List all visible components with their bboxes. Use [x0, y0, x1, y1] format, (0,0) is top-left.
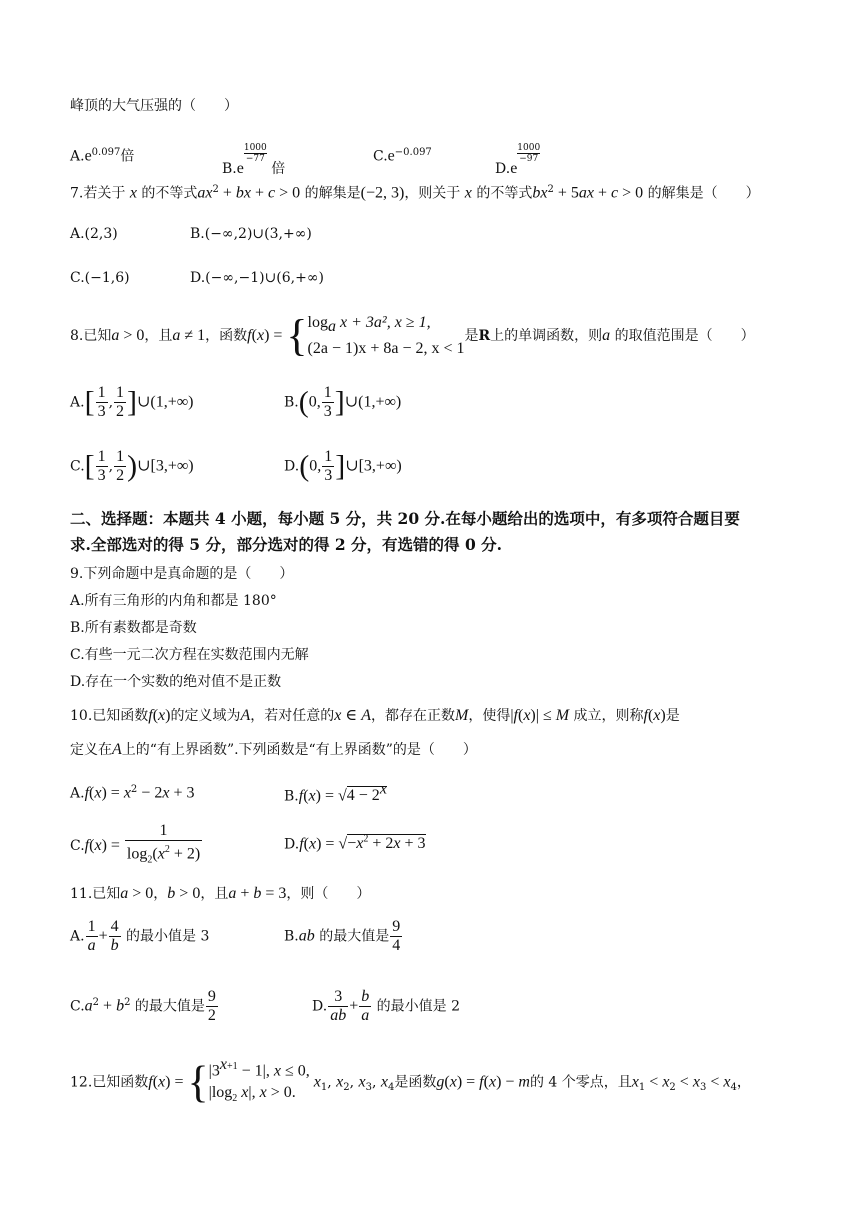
q10-option-d: $D.f(x) = √-x^2 + 2x + 3$	[284, 834, 426, 853]
q8-piecewise: $\log_a x + 3a^2$, x ≥ 1, (2a − 1)x + 8a − 2, x < 1	[307, 314, 465, 358]
q9-option-d: D.存在一个实数的绝对值不是正数	[70, 674, 282, 690]
q6-option-d: D.e $\frac{1000}{-97}$	[495, 143, 541, 177]
section-2-heading-line-2: 求.全部选对的得 5 分，部分选对的得 2 分，有选错的得 0 分.	[70, 535, 503, 554]
q11-option-c: $C.a^2 + b^2$ 的最大值是 $\frac{9}{2}$	[70, 988, 216, 1024]
q8-option-a: A.[ $\frac{1}{3}$ , $\frac{1}{2}$ ]∪(1,+∞)	[70, 384, 194, 420]
q11-option-b: B.ab 的最大值是 $\frac{9}{4}$	[284, 918, 401, 954]
q6-option-c: $C.e^{-0.097}$	[373, 147, 432, 165]
q8-option-c: C.[ $\frac{1}{3}$ , $\frac{1}{2}$ )∪[3,+∞)	[70, 448, 194, 484]
question-10-stem-line-2: 定义在A上的“有上界函数”.下列函数是“有上界函数”的是（ ）	[70, 741, 477, 758]
q10-option-a: $A.f(x) = x^2 - 2x + 3$	[70, 784, 195, 802]
question-8-stem: 8.已知a > 0，且a ≠ 1，函数f(x) = { $\log_a x + 3a^2$, x ≥ 1, (2a − 1)x + 8a − 2, x < 1 是R上的单调函数，则a 的取值范围是（ ）	[70, 311, 755, 361]
q8-option-d: D.(0, $\frac{1}{3}$ ]∪[3,+∞)	[284, 448, 402, 484]
q10-option-c: C.f(x) = $\frac{1}{\log_2(x^2 + 2)}$	[70, 822, 201, 866]
q6-option-a: $A.e^{0.097}$倍	[70, 147, 135, 165]
q7-option-b: B.(−∞,2)∪(3,+∞)	[190, 226, 312, 242]
question-10-stem: 10.已知函数f(x)的定义域为A，若对任意的x ∈ A，都存在正数M，使得|f(x)| ≤ M 成立，则称f(x)是	[70, 707, 680, 724]
section-2-heading-line-1: 二、选择题：本题共 4 小题，每小题 5 分，共 20 分.在每小题给出的选项中，有多项符合题目要	[70, 509, 740, 528]
q9-option-b: B.所有素数都是奇数	[70, 620, 197, 636]
q12-piecewise: $|3^{x+1} - 1|$, x ≤ 0, $|\log_2$ x|, x > 0.	[208, 1056, 310, 1105]
q7-option-c: C.(−1,6)	[70, 270, 130, 286]
q7-option-a: A.(2,3)	[70, 226, 118, 242]
q10-option-b: $B.f(x) = √4 - 2^x$	[284, 781, 387, 805]
question-12-stem: 12.已知函数f(x) = { $|3^{x+1} - 1|$, x ≤ 0, $|\log_2$ x|, x > 0. $x_1$, $x_2$, $x_3$, $x_4$是函数g(x) = f(x) − m的 4 个零点，且$x_1 < x_2 < x_3 < x_4$，	[70, 1054, 751, 1111]
question-9-stem: 9.下列命题中是真命题的是（ ）	[70, 566, 294, 582]
q7-option-d: D.(−∞,−1)∪(6,+∞)	[190, 270, 324, 286]
q9-option-c: C.有些一元二次方程在实数范围内无解	[70, 647, 309, 663]
q8-option-b: B.(0, $\frac{1}{3}$ ]∪(1,+∞)	[284, 384, 402, 420]
question-6-tail: 峰顶的大气压强的（ ）	[70, 98, 238, 114]
q6-option-b: B.e $\frac{1000}{-77}$ 倍	[222, 143, 286, 177]
q9-option-a: A.所有三角形的内角和都是 180°	[70, 593, 277, 609]
question-7-stem: 7.若关于 x 的不等式$ax^2$ + bx + c > 0 的解集是(−2, 3)，则关于 x 的不等式$bx^2 + 5ax + c > 0$ 的解集是（ ）	[70, 184, 760, 202]
q11-option-d: D. $\frac{3}{ab}$ + $\frac{b}{a}$ 的最小值是 2	[312, 988, 461, 1024]
question-11-stem: 11.已知a > 0，b > 0，且a + b = 3，则（ ）	[70, 885, 371, 902]
q11-option-a: A. $\frac{1}{a}$ + $\frac{4}{b}$ 的最小值是 3	[70, 918, 210, 954]
